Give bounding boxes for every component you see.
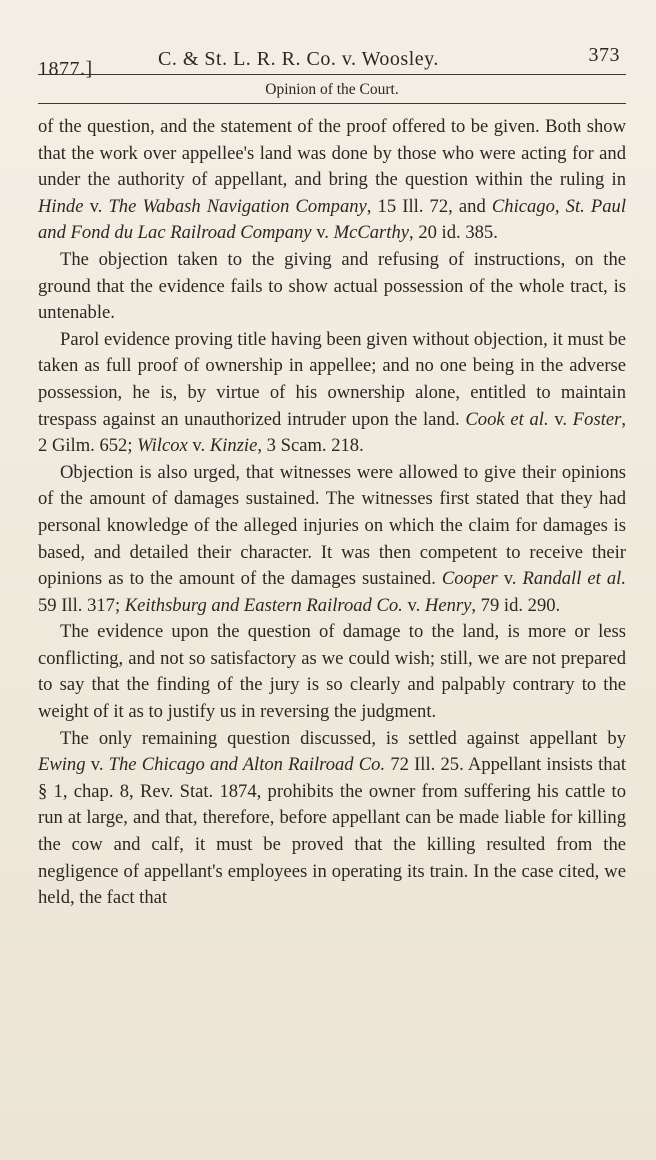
opinion-body [38,114,626,912]
paragraph-text: v. [497,568,523,590]
paragraph-text: v. [85,754,109,776]
case-name-italic: The Wabash Navigation Company [108,195,367,217]
paragraph-text: v. [83,195,109,217]
paragraph [38,247,626,327]
case-name-italic: Wilcox [137,435,188,457]
paragraph [38,327,626,460]
header-rule-top [38,74,626,75]
paragraph-text: v. [187,435,210,457]
paragraph-text: The only remaining question discussed, is settled against appellant by [60,727,626,749]
paragraph-text: 72 Ill. 25. Appellant insists that § 1, chap. 8, Rev. Stat. 1874, prohibits the owner from suffering his cattle to run at large, and that, therefore, before appellant can be made liable for killing the cow and calf, it must be proved that the killing resulted from the negligence of appellant's employees in operating its train. In the case cited, we held, the fact that [38,754,626,909]
case-name-italic: Ewing [38,754,86,776]
case-name-italic: The Chicago and Alton Railroad Co. [108,754,386,776]
running-head [38,38,626,80]
paragraph-text: Objection is also urged, that witnesses were allowed to give their opinions of the amount of damages sustained. The witnesses first stated that they had personal knowledge of the alleged injuries on which the claim for damages is based, and detailed their character. It was then competent to receive their opinions as to the amount of the damages sustained. [38,461,626,590]
case-name-italic: Foster [572,408,622,430]
case-name-italic: Randall et al. [522,568,626,590]
paragraph-text: v. [402,594,425,616]
section-subheading: Opinion of the Court. [265,81,399,98]
case-name-italic: McCarthy [333,222,410,244]
paragraph-text: v. [548,408,573,430]
case-name-italic: Chicago, St. Paul and Fond du Lac Railroad Company [38,195,627,244]
paragraph [38,460,626,620]
paragraph [38,726,626,912]
case-name-italic: Cooper [441,568,498,590]
paragraph-text: of the question, and the statement of the proof offered to be given. Both show that the work over appellee's land was done by those who were acting for and under the authority of appellant, and bring the question within the ruling in [38,116,626,191]
case-name-italic: Hinde [38,195,84,217]
paragraph-text: , 79 id. 290. [471,594,561,616]
paragraph-text: 59 Ill. 317; [38,594,125,616]
case-name-italic: Henry [424,594,472,616]
paragraph-text: , 20 id. 385. [409,222,498,244]
case-name-italic: Kinzie [209,435,258,457]
paragraph-text: , 2 Gilm. 652; [38,408,626,457]
paragraph-text: , 3 Scam. 218. [257,435,364,457]
paragraph-text: The evidence upon the question of damage to the land, is more or less conflicting, and not so satisfactory as we could wish; still, we are not prepared to say that the finding of the jury is so clearly and palpably contrary to the weight of it as to justify us in reversing the judgment. [38,621,626,723]
header-rule-bottom [38,103,626,104]
case-name-italic: Keithsburg and Eastern Railroad Co. [124,594,403,616]
paragraph-text: Parol evidence proving title having been given without objection, it must be taken as full proof of ownership in appellee; and no one being in the adverse possession, he is, by virtue of his ownership alone, entitled to maintain trespass against an unauthorized intruder upon the land. [38,328,626,430]
page-number: 373 [588,44,620,66]
running-head-year: 1877.] [38,58,93,80]
paragraph-text: , 15 Ill. 72, and [366,195,492,217]
paragraph-text: v. [311,222,334,244]
running-head-title: C. & St. L. R. R. Co. v. Woosley. [158,48,439,70]
paragraph [38,114,626,247]
paragraph [38,619,626,725]
case-name-italic: Cook et al. [465,408,549,430]
paragraph-text: The objection taken to the giving and refusing of instructions, on the ground that the evidence fails to show actual possession of the whole tract, is untenable. [38,248,626,324]
